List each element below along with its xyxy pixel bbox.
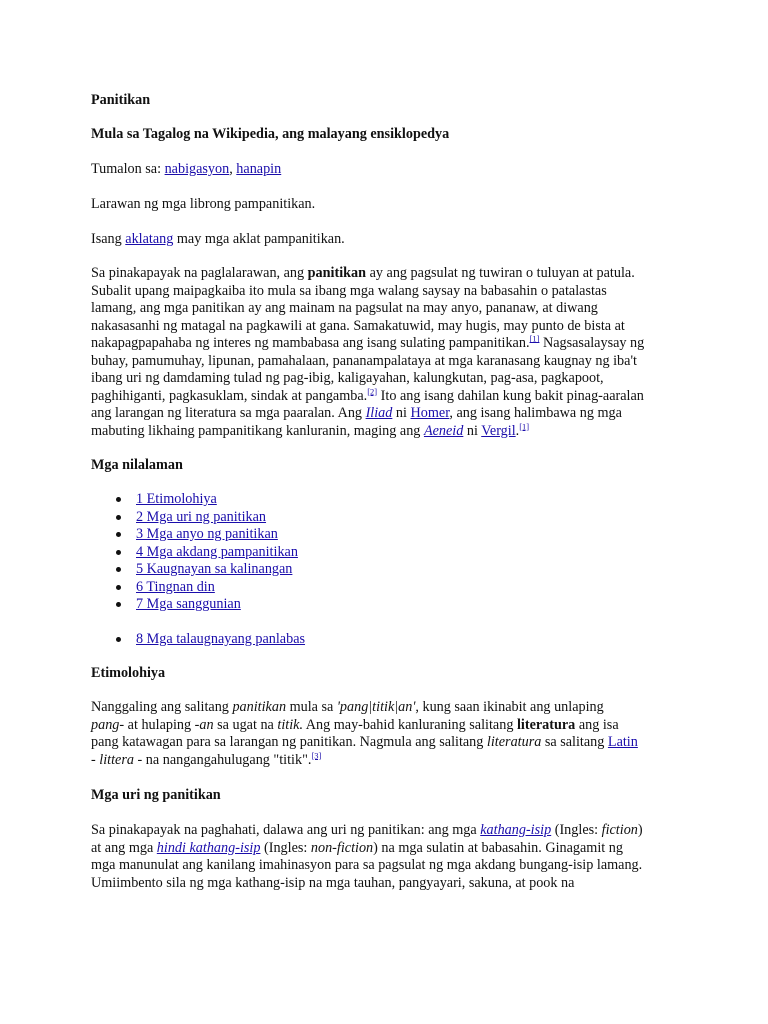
kathang-isip-link[interactable]: kathang-isip bbox=[480, 822, 552, 838]
toc-heading: Mga nilalaman bbox=[91, 457, 183, 473]
text: nakapagpapahaba ng interes ng mambabasa ang isang sulating pampanitikan. bbox=[91, 335, 530, 351]
toc-item[interactable]: 4 Mga akdang pampanitikan bbox=[136, 543, 298, 560]
italic-term: literatura bbox=[486, 734, 542, 750]
text: , kung saan ikinabit ang unlaping bbox=[415, 699, 604, 715]
paragraph-line: Subalit upang maipagkaiba ito mula sa ibang mga walang saysay na babasahin o patalastas bbox=[91, 282, 607, 299]
page-title: Panitikan bbox=[91, 92, 151, 108]
paragraph-line bbox=[91, 405, 622, 423]
text: ang larangan ng literatura sa mga paaralan. Ang bbox=[91, 405, 366, 421]
text: ni bbox=[392, 405, 411, 421]
reference-link[interactable]: [1] bbox=[529, 333, 540, 344]
paragraph-line bbox=[91, 265, 635, 283]
text: mula sa bbox=[286, 699, 337, 715]
page-subtitle: Mula sa Tagalog na Wikipedia, ang malayang ensiklopedya bbox=[91, 126, 450, 142]
text: ay ang pagsulat ng tuwiran o tuluyan at patula. bbox=[366, 265, 635, 281]
italic-term: fiction bbox=[601, 822, 638, 838]
caption-text: may mga aklat pampanitikan. bbox=[173, 231, 345, 247]
italic-term: non-fiction bbox=[310, 839, 374, 856]
text: Sa pinakapayak na paglalarawan, ang bbox=[91, 265, 308, 281]
paragraph-line: buhay, pamumuhay, lipunan, pamahalaan, pananampalataya at mga karanasang kaugnay ng iba't bbox=[91, 352, 637, 369]
italic-term: pang- bbox=[91, 716, 125, 733]
image-caption-2 bbox=[91, 231, 345, 249]
bold-term: literatura bbox=[516, 716, 576, 733]
aeneid-link[interactable]: Aeneid bbox=[423, 422, 464, 439]
paragraph-line bbox=[91, 699, 604, 717]
navigation-link[interactable]: nabigasyon bbox=[164, 161, 230, 177]
jump-separator: , bbox=[229, 161, 237, 177]
hindi-kathang-isip-link[interactable]: hindi kathang-isip bbox=[156, 839, 261, 856]
aklatang-link[interactable]: aklatang bbox=[125, 231, 174, 247]
text: (Ingles: bbox=[260, 839, 311, 856]
section-heading-mga-uri: Mga uri ng panitikan bbox=[91, 787, 221, 803]
caption-text: Isang bbox=[91, 231, 126, 247]
text: Sa pinakapayak na paghahati, dalawa ang uri ng panitikan: ang mga bbox=[91, 822, 481, 838]
jump-prefix: Tumalon sa: bbox=[91, 161, 165, 177]
bullet bbox=[116, 602, 121, 607]
text: sa ugat na bbox=[213, 716, 278, 733]
text: mabuting likhaing pampanitikang kanluranin, maging ang bbox=[91, 422, 424, 439]
paragraph-line bbox=[91, 420, 530, 441]
text: Nagsasalaysay ng bbox=[539, 335, 645, 351]
text: ) bbox=[637, 822, 643, 838]
text: Ito ang isang dahilan kung bakit pinag-aaralan bbox=[377, 387, 644, 404]
paragraph-line bbox=[91, 840, 623, 858]
paragraph-line bbox=[91, 822, 643, 840]
paragraph-line: lamang, ang mga panitikan ay ang mainam na pagsulat na may anyo, pananaw, at diwang bbox=[91, 300, 598, 316]
bullet bbox=[116, 585, 121, 590]
text: , ang isang halimbawa ng mga bbox=[449, 405, 622, 421]
paragraph-line: ibang uri ng damdaming tulad ng pag-ibig, kaligayahan, kalungkutan, pag-asa, pagkapoot, bbox=[91, 370, 604, 386]
reference-link[interactable]: [2] bbox=[367, 385, 378, 396]
paragraph-line: mga manunulat ang kanilang imahinasyon para sa pagsulat ng mga akdang bungang-isip lamang. bbox=[91, 857, 643, 873]
text: pang katawagan para sa larangan ng panitikan. Nagmula ang salitang bbox=[91, 734, 487, 750]
section-heading-etimolohiya: Etimolohiya bbox=[91, 665, 166, 681]
search-link[interactable]: hanapin bbox=[236, 161, 282, 177]
italic-term: 'pang|titik|an' bbox=[336, 699, 416, 715]
text: - na nangangahulugang "titik". bbox=[133, 751, 312, 768]
paragraph-line bbox=[91, 335, 644, 353]
bullet bbox=[116, 567, 121, 572]
paragraph-line: nakasasanhi ng matagal na pagkawili at gana. Samakatuwid, may hugis, may punto de bista at bbox=[91, 317, 625, 334]
text: ) na mga sulatin at babasahin. Ginagamit ng bbox=[373, 839, 623, 856]
text: at hulaping bbox=[124, 716, 195, 733]
jump-to-line bbox=[91, 161, 281, 179]
bullet bbox=[116, 637, 121, 642]
paragraph-line bbox=[91, 717, 619, 735]
paragraph-line bbox=[91, 734, 638, 752]
text: at ang mga bbox=[91, 839, 157, 856]
italic-term: titik. bbox=[277, 716, 304, 733]
text: ang isa bbox=[575, 716, 619, 733]
italic-term: littera bbox=[99, 751, 134, 768]
text: Ang may-bahid kanluraning salitang bbox=[303, 716, 517, 733]
toc-item[interactable]: 6 Tingnan din bbox=[136, 578, 215, 595]
toc-item[interactable]: 7 Mga sanggunian bbox=[136, 596, 241, 612]
image-caption-1: Larawan ng mga librong pampanitikan. bbox=[91, 196, 316, 212]
toc-item[interactable]: 2 Mga uri ng panitikan bbox=[136, 508, 267, 525]
text: sa salitang bbox=[541, 734, 608, 750]
toc-item[interactable]: 1 Etimolohiya bbox=[136, 491, 217, 507]
text: ni bbox=[463, 422, 482, 439]
reference-link[interactable]: [3] bbox=[311, 749, 322, 760]
paragraph-line bbox=[91, 385, 644, 406]
text: . bbox=[515, 422, 520, 439]
bullet bbox=[116, 550, 121, 555]
paragraph-line bbox=[91, 749, 322, 770]
homer-link[interactable]: Homer bbox=[410, 405, 450, 421]
text: (Ingles: bbox=[551, 822, 602, 838]
vergil-link[interactable]: Vergil bbox=[481, 422, 516, 439]
iliad-link[interactable]: Iliad bbox=[365, 405, 393, 421]
bullet bbox=[116, 532, 121, 537]
toc-item[interactable]: 8 Mga talaugnayang panlabas bbox=[136, 631, 306, 647]
text: - bbox=[91, 751, 100, 768]
toc-item[interactable]: 3 Mga anyo ng panitikan bbox=[136, 526, 278, 542]
paragraph-line: Umiimbento sila ng mga kathang-isip na mga tauhan, pangyayari, sakuna, at pook na bbox=[91, 874, 575, 891]
italic-term: panitikan bbox=[232, 699, 287, 715]
latin-link[interactable]: Latin bbox=[607, 734, 638, 750]
bullet bbox=[116, 497, 121, 502]
toc-item[interactable]: 5 Kaugnayan sa kalinangan bbox=[136, 561, 293, 577]
italic-term: -an bbox=[194, 716, 214, 733]
bold-term: panitikan bbox=[307, 265, 367, 281]
text: Nanggaling ang salitang bbox=[91, 699, 233, 715]
bullet bbox=[116, 515, 121, 520]
text: paghihiganti, pagkasuklam, sindak at pangamba. bbox=[91, 387, 368, 404]
reference-link[interactable]: [1] bbox=[519, 420, 530, 431]
